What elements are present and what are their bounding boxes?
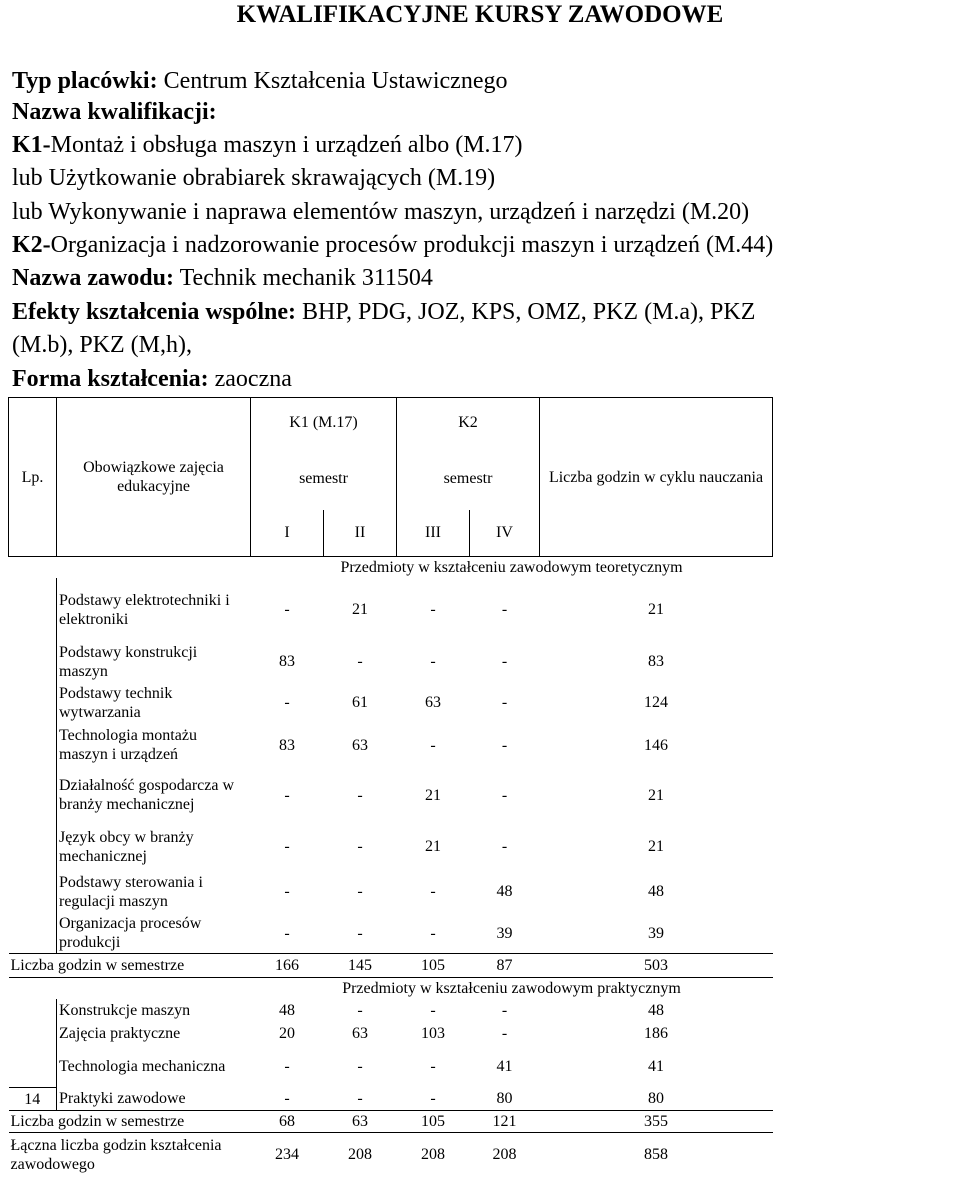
semester-iii-header: III (397, 510, 470, 557)
theory-subject-row (9, 724, 773, 767)
lp-header: Lp. (9, 398, 57, 557)
semester-i-value: 234 (251, 1133, 324, 1177)
common-outcomes-line (12, 297, 755, 327)
page-title: KWALIFIKACYJNE KURSY ZAWODOWE (236, 1, 724, 28)
total-hours-value: 124 (644, 694, 668, 711)
subject-name: Technologia montażu maszyn i urządzeń (57, 724, 251, 767)
subject-name: Technologia mechaniczna (57, 1045, 251, 1088)
total-hours-value: 39 (648, 924, 664, 942)
semester-iii-value: - (430, 1090, 436, 1108)
semester-iv-value: - (501, 838, 508, 855)
subject-name: Podstawy sterowania i regulacji maszyn (57, 870, 251, 914)
semester-iii-value: - (430, 601, 436, 618)
practice-subject-row (9, 999, 773, 1022)
total-hours-value: 355 (540, 1111, 773, 1133)
semester-ii-value: - (357, 1001, 363, 1019)
profession-label: Nazwa zawodu: (12, 265, 174, 291)
semester-iii-value: - (430, 653, 436, 670)
row-lp (9, 824, 57, 870)
k2-label: K2- (12, 232, 51, 258)
study-form-value: zaoczna (208, 366, 292, 392)
header-row-kwalifikacje (9, 398, 773, 448)
subject-name: Zajęcia praktyczne (57, 1022, 251, 1045)
semester-i-value: - (284, 924, 290, 942)
section-title: Przedmioty w kształceniu zawodowym praktycznym (251, 978, 773, 999)
common-outcomes-label: Efekty kształcenia wspólne: (12, 299, 296, 325)
k1-header: K1 (M.17) (251, 398, 397, 448)
total-hours-value: 48 (648, 883, 664, 900)
semester-iii-value: 21 (425, 838, 441, 855)
subject-name: Podstawy elektrotechniki i elektroniki (57, 578, 251, 642)
row-lp (9, 682, 57, 724)
total-header: Liczba godzin w cyklu nauczania (540, 398, 773, 557)
semester-ii-value: 63 (352, 1024, 368, 1042)
semester-iii-value: - (430, 924, 436, 942)
curriculum-table (8, 397, 773, 1177)
facility-type-line (12, 66, 507, 96)
k1-line-1 (12, 130, 523, 160)
theory-subject-row (9, 682, 773, 724)
semester-i-value: - (284, 1057, 290, 1075)
qualification-name-line (12, 97, 217, 127)
semester-ii-value: - (357, 924, 363, 942)
theory-subject-row (9, 767, 773, 824)
profession-line (12, 263, 433, 293)
semester-ii-value: 208 (324, 1133, 397, 1177)
semester-i-header: I (251, 510, 324, 557)
semester-iii-value: 103 (421, 1024, 445, 1042)
semester-ii-value: 63 (352, 736, 368, 754)
semester-i-value: - (284, 883, 290, 900)
semester-ii-value: - (357, 883, 363, 900)
practice-subject-row (9, 1045, 773, 1088)
study-form-label: Forma kształcenia: (12, 366, 209, 392)
semester-i-value: - (284, 601, 290, 618)
practice-sum-row (9, 1111, 773, 1133)
k2-line (12, 230, 773, 260)
semester-iv-value: 121 (470, 1111, 540, 1133)
row-lp (9, 578, 57, 642)
semester-i-value: 83 (279, 736, 295, 754)
row-lp (9, 914, 57, 954)
semester-iv-value: 39 (496, 924, 513, 942)
k1-line-2: lub Użytkowanie obrabiarek skrawających (M.19) (12, 165, 496, 191)
semester-iv-value: - (501, 786, 508, 804)
semester-i-value: 166 (251, 954, 324, 978)
semester-iv-value: - (501, 1001, 508, 1019)
semester-i-value: - (284, 694, 290, 711)
grand-total-row (9, 1133, 773, 1177)
k2-semestr-header: semestr (397, 448, 540, 510)
semester-iii-value: - (430, 736, 436, 754)
semester-iii-value: 21 (425, 786, 441, 804)
section-theory-row (9, 557, 773, 578)
total-hours-value: 21 (648, 601, 664, 618)
semester-iii-value: - (430, 883, 436, 900)
sum-label: Liczba godzin w semestrze (9, 954, 251, 978)
semester-ii-value: - (357, 786, 363, 804)
semester-ii-value: 21 (352, 601, 368, 618)
section-spacer (9, 978, 57, 999)
section-spacer (57, 557, 251, 578)
semester-iv-value: 208 (470, 1133, 540, 1177)
semester-iii-value: - (430, 1001, 436, 1019)
total-hours-value: 186 (644, 1024, 668, 1042)
semester-i-value: 48 (279, 1001, 295, 1019)
profession-value: Technik mechanik 311504 (174, 265, 433, 291)
total-hours-value: 21 (648, 786, 664, 804)
semester-iv-value: - (501, 601, 508, 618)
k1-semestr-header: semestr (251, 448, 397, 510)
theory-sum-row (9, 954, 773, 978)
k2-header: K2 (397, 398, 540, 448)
semester-iv-value: - (501, 736, 508, 754)
semester-ii-header: II (324, 510, 397, 557)
subject-name: Podstawy technik wytwarzania (57, 682, 251, 724)
total-hours-value: 503 (540, 954, 773, 978)
row-lp (9, 999, 57, 1022)
semester-ii-value: - (357, 1090, 363, 1108)
semester-iv-value: 87 (470, 954, 540, 978)
semester-iii-value: - (430, 1057, 436, 1075)
practice-subject-row (9, 1088, 773, 1111)
k1-line-3: lub Wykonywanie i naprawa elementów maszyn, urządzeń i narzędzi (M.20) (12, 199, 750, 225)
total-hours-value: 83 (648, 653, 664, 670)
section-practice-row (9, 978, 773, 999)
qualification-name-label: Nazwa kwalifikacji: (12, 99, 217, 125)
semester-iii-value: 63 (425, 694, 441, 711)
semester-iv-header: IV (470, 510, 540, 557)
study-form-line (12, 364, 292, 394)
semester-ii-value: - (357, 653, 363, 670)
row-lp (9, 1045, 57, 1088)
theory-subject-row (9, 870, 773, 914)
total-hours-value: 41 (648, 1057, 664, 1075)
semester-iii-value: 105 (397, 1111, 470, 1133)
semester-iii-value: 208 (397, 1133, 470, 1177)
semester-i-value: - (284, 838, 290, 855)
facility-type-label: Typ placówki: (12, 68, 158, 94)
subject-name: Działalność gospodarcza w branży mechanicznej (57, 767, 251, 824)
section-title: Przedmioty w kształceniu zawodowym teoretycznym (251, 557, 773, 578)
semester-i-value: 83 (279, 653, 295, 670)
practice-subject-row (9, 1022, 773, 1045)
semester-iv-value: - (501, 694, 508, 711)
k1-value-1: Montaż i obsługa maszyn i urządzeń albo (M.17) (50, 132, 523, 158)
subject-name: Praktyki zawodowe (57, 1088, 251, 1111)
k1-label: K1- (12, 132, 51, 158)
semester-i-value: - (284, 1090, 290, 1108)
common-outcomes-value-1: BHP, PDG, JOZ, KPS, OMZ, PKZ (M.a), PKZ (296, 299, 756, 325)
subject-name: Język obcy w branży mechanicznej (57, 824, 251, 870)
semester-iii-value: 105 (397, 954, 470, 978)
row-lp (9, 642, 57, 682)
semester-iv-value: - (501, 1024, 508, 1042)
subject-name: Konstrukcje maszyn (57, 999, 251, 1022)
common-outcomes-line-2: (M.b), PKZ (M,h), (12, 332, 192, 358)
row-lp (9, 1022, 57, 1045)
subject-name: Organizacja procesów produkcji (57, 914, 251, 954)
semester-ii-value: - (357, 1057, 363, 1075)
semester-iv-value: 48 (496, 883, 513, 900)
semester-i-value: 68 (251, 1111, 324, 1133)
row-lp (9, 767, 57, 824)
theory-subject-row (9, 642, 773, 682)
theory-subject-row (9, 578, 773, 642)
row-lp (9, 724, 57, 767)
semester-ii-value: 61 (352, 694, 368, 711)
total-hours-value: 21 (648, 838, 664, 855)
semester-iv-value: - (501, 653, 508, 670)
semester-i-value: 20 (279, 1024, 295, 1042)
semester-ii-value: - (357, 838, 363, 855)
subject-header: Obowiązkowe zajęcia edukacyjne (57, 398, 251, 557)
total-hours-value: 146 (644, 736, 668, 754)
row-lp (9, 870, 57, 914)
row-lp: 14 (9, 1088, 57, 1111)
semester-ii-value: 145 (324, 954, 397, 978)
total-hours-value: 80 (648, 1090, 664, 1108)
semester-iv-value: 80 (496, 1090, 513, 1108)
section-spacer (9, 557, 57, 578)
semester-iv-value: 41 (496, 1057, 513, 1075)
section-spacer (57, 978, 251, 999)
facility-type-value: Centrum Kształcenia Ustawicznego (157, 68, 508, 94)
k2-value: Organizacja i nadzorowanie procesów produkcji maszyn i urządzeń (M.44) (50, 232, 774, 258)
semester-i-value: - (284, 786, 290, 804)
total-hours-value: 858 (540, 1133, 773, 1177)
sum-label: Liczba godzin w semestrze (9, 1111, 251, 1133)
total-hours-value: 48 (648, 1001, 664, 1019)
semester-ii-value: 63 (324, 1111, 397, 1133)
subject-name: Podstawy konstrukcji maszyn (57, 642, 251, 682)
sum-label: Łączna liczba godzin kształcenia zawodowego (9, 1133, 251, 1177)
theory-subject-row (9, 914, 773, 954)
theory-subject-row (9, 824, 773, 870)
